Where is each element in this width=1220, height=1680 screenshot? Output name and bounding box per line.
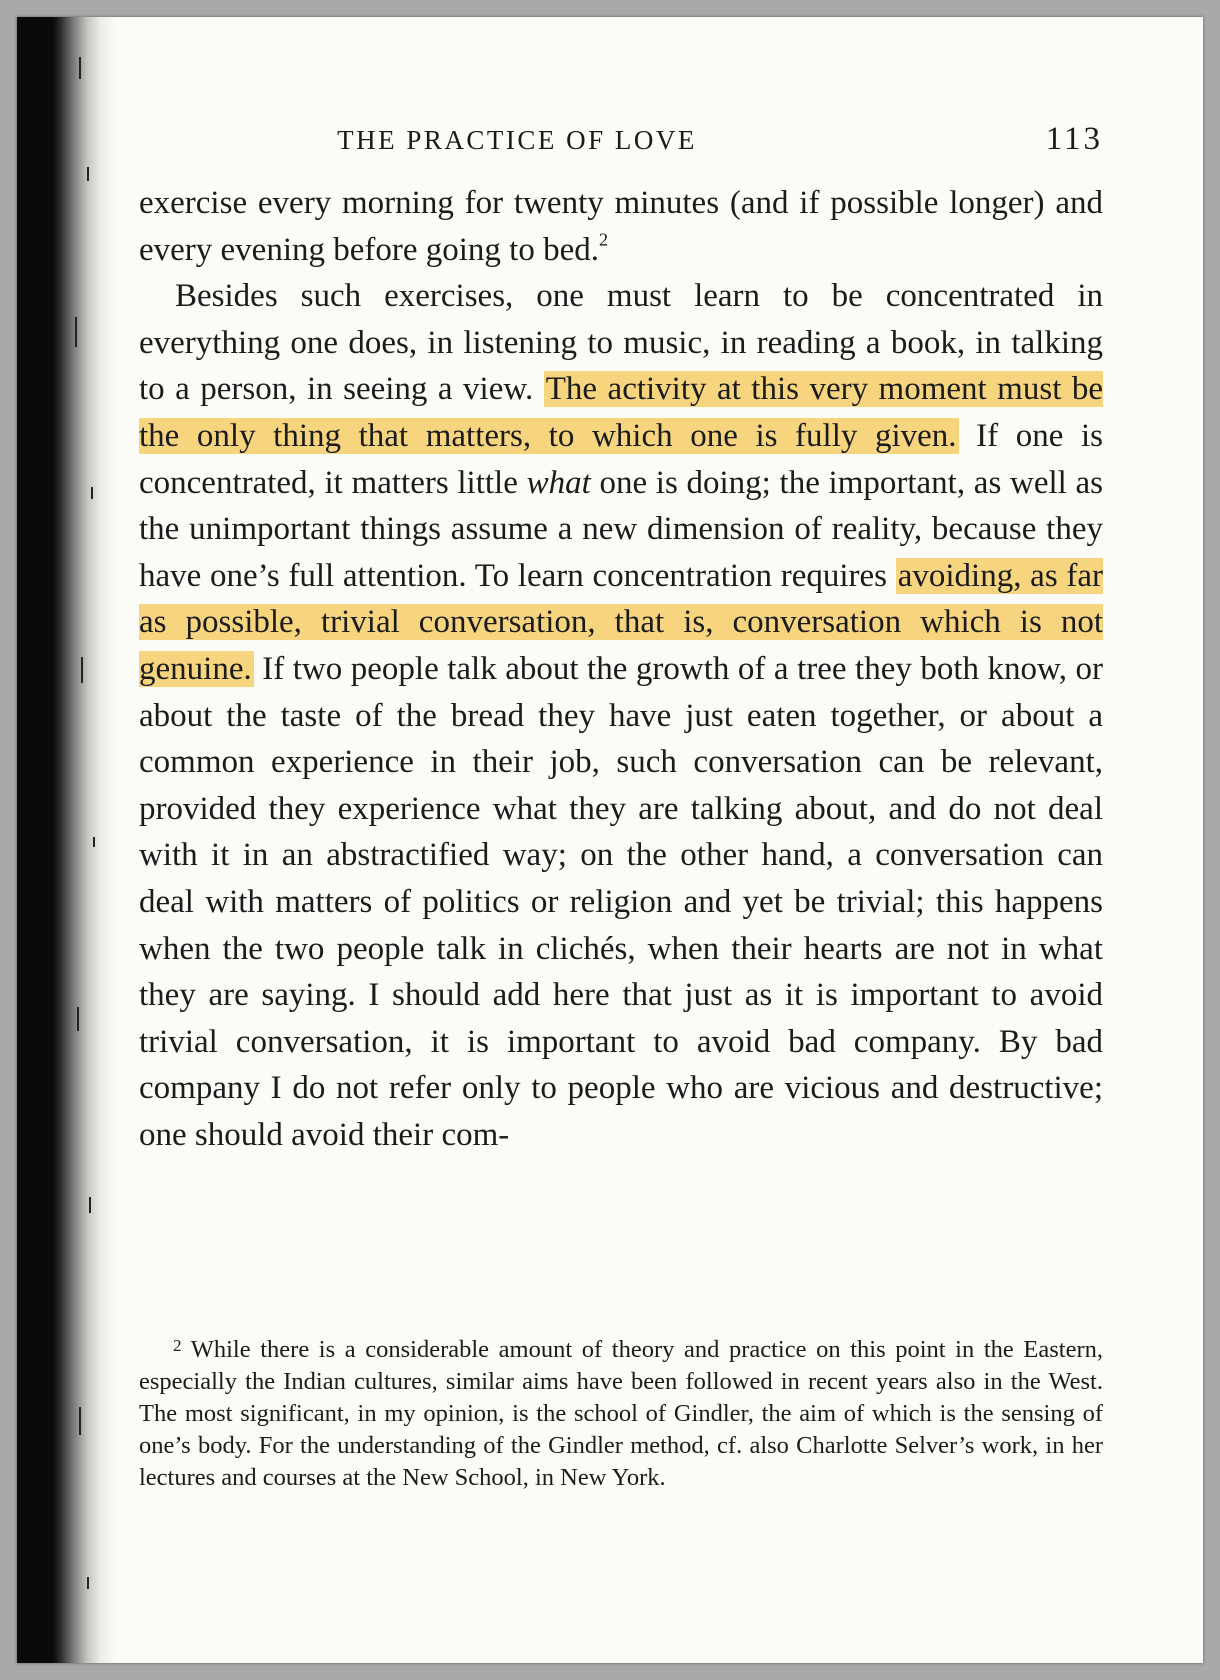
scan-speck (77, 1007, 79, 1031)
paragraph-1 (139, 180, 1103, 273)
highlight-1: The activity at this very moment must be the only thing that matters, to which one is fully given. (139, 371, 1103, 454)
scan-speck (81, 657, 83, 683)
paragraph-2-part-4: If two people talk about the growth of a tree they both know, or about the taste of the bread they have just eaten together, or about a common experience in their job, such conversation can be relevant, provided they experience what they are talking about, and do not deal with it in an abstractified way; on the other hand, a conversation can deal with matters of politics or religion and yet be trivial; this happens when the two people talk in clichés, when their hearts are not in what they are saying. I should add here that just as it is important to avoid trivial conversation, it is important to avoid bad company. By bad company I do not refer only to people who are vicious and destructive; one should avoid their com- (139, 650, 1103, 1153)
scan-speck (93, 837, 95, 847)
paragraph-2-part-1: Besides such exercises, one must learn to be concentrated in everything one does, in listening to music, in reading a book, in talking to a person, in seeing a view. (139, 278, 1103, 408)
paragraph-2-part-2: If one is concentrated, it matters little (139, 417, 1103, 501)
paragraph-2-part-3: one is doing; the important, as well as the unimportant things assume a new dimension of reality, because they have one’s full attention. To learn concentration requires (139, 464, 1103, 594)
page-number: 113 (1045, 121, 1103, 157)
scan-speck (79, 1407, 81, 1435)
paragraph-1-text: exercise every morning for twenty minutes (and if possible longer) and every evening before going to bed. (139, 185, 1103, 268)
running-title: THE PRACTICE OF LOVE (337, 125, 697, 155)
running-header (139, 121, 1103, 165)
paragraph-2 (139, 273, 1103, 1158)
scan-speck (79, 57, 81, 79)
highlight-2: avoiding, as far as possible, trivial conversation, that is, conversation which is not genuine. (139, 557, 1103, 687)
scan-speck (87, 1577, 89, 1589)
footnote-marker: 2 (173, 1336, 182, 1355)
emphasis-word: what (526, 464, 591, 501)
scan-speck (91, 487, 93, 499)
body-text (139, 180, 1103, 1158)
footnote-paragraph (139, 1334, 1103, 1494)
footnote (139, 1334, 1103, 1494)
footnote-reference: 2 (599, 229, 609, 250)
book-page (17, 17, 1203, 1663)
scan-speck (87, 167, 89, 181)
scan-speck (89, 1197, 91, 1213)
book-spine-shadow (17, 17, 117, 1663)
scan-speck (75, 317, 77, 347)
footnote-text: While there is a considerable amount of theory and practice on this point in the Eastern, especially the Indian cultures, similar aims have been followed in recent years also in the West. The most significant, in my opinion, is the school of Gindler, the aim of which is the sensing of one’s body. For the understanding of the Gindler method, cf. also Charlotte Selver’s work, in her lectures and courses at the New School, in New York. (139, 1336, 1103, 1491)
